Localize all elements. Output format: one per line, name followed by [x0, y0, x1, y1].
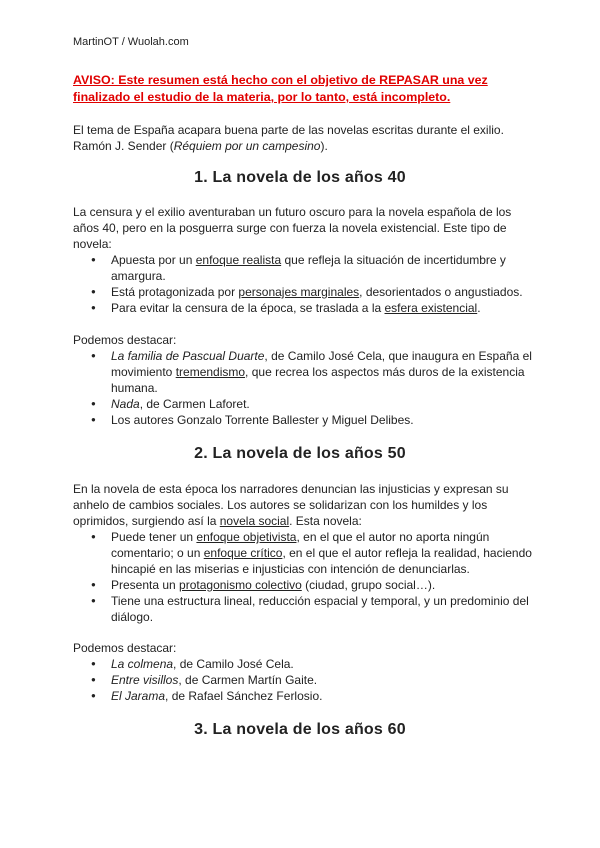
list-item: ● Puede tener un enfoque objetivista, en el que el autor no aporta ningún comentario; o un enfoque crítico, en el que el autor refleja la realidad, haciendo hincapié en las miserias e injusticias con intención de denunciarlas.	[73, 529, 543, 577]
list-item: ● La colmena, de Camilo José Cela.	[73, 656, 543, 672]
section2-features-list	[73, 529, 543, 625]
section1-authors-list	[73, 348, 543, 428]
section-heading-1: 1. La novela de los años 40	[194, 169, 406, 186]
book-title: Réquiem por un campesino	[173, 139, 321, 153]
section-heading-2: 2. La novela de los años 50	[194, 445, 406, 462]
list-item: ● Entre visillos, de Carmen Martín Gaite.	[73, 672, 543, 688]
list-item: ● El Jarama, de Rafael Sánchez Ferlosio.	[73, 688, 543, 704]
section-heading-3: 3. La novela de los años 60	[194, 721, 406, 738]
list-item: ● Tiene una estructura lineal, reducción espacial y temporal, y un predominio del diálogo.	[73, 593, 543, 625]
intro-paragraph: El tema de España acapara buena parte de las novelas escritas durante el exilio. Ramón J. Sender (Réquiem por un campesino).	[73, 123, 504, 153]
list-item: ● Está protagonizada por personajes marginales, desorientados o angustiados.	[73, 284, 543, 300]
list-item: ● Los autores Gonzalo Torrente Ballester y Miguel Delibes.	[73, 412, 543, 428]
section1-features-list	[73, 252, 543, 316]
list-item: ● La familia de Pascual Duarte, de Camilo José Cela, que inaugura en España el movimiento tremendismo, que recrea los aspectos más duros de la existencia humana.	[73, 348, 543, 396]
section2-destacar-label: Podemos destacar:	[73, 641, 177, 655]
list-item: ● Nada, de Carmen Laforet.	[73, 396, 543, 412]
section2-paragraph: En la novela de esta época los narradores denuncian las injusticias y expresan su anhelo de cambios sociales. Los autores se solidarizan con los humildes y los oprimidos, surgiendo así la novela social. Esta novela:	[73, 482, 509, 528]
section1-paragraph: La censura y el exilio aventuraban un futuro oscuro para la novela española de los años 40, pero en la posguerra surge con fuerza la novela existencial. Este tipo de novela:	[73, 205, 512, 251]
list-item: ● Presenta un protagonismo colectivo (ciudad, grupo social…).	[73, 577, 543, 593]
list-item: ● Apuesta por un enfoque realista que refleja la situación de incertidumbre y amargura.	[73, 252, 543, 284]
warning-notice: AVISO: Este resumen está hecho con el objetivo de REPASAR una vez finalizado el estudio de la materia, por lo tanto, está incompleto.	[73, 73, 488, 104]
section2-authors-list	[73, 656, 543, 704]
page-header-author: MartinOT / Wuolah.com	[73, 36, 189, 48]
list-item: ● Para evitar la censura de la época, se traslada a la esfera existencial.	[73, 300, 543, 316]
section1-destacar-label: Podemos destacar:	[73, 333, 177, 347]
